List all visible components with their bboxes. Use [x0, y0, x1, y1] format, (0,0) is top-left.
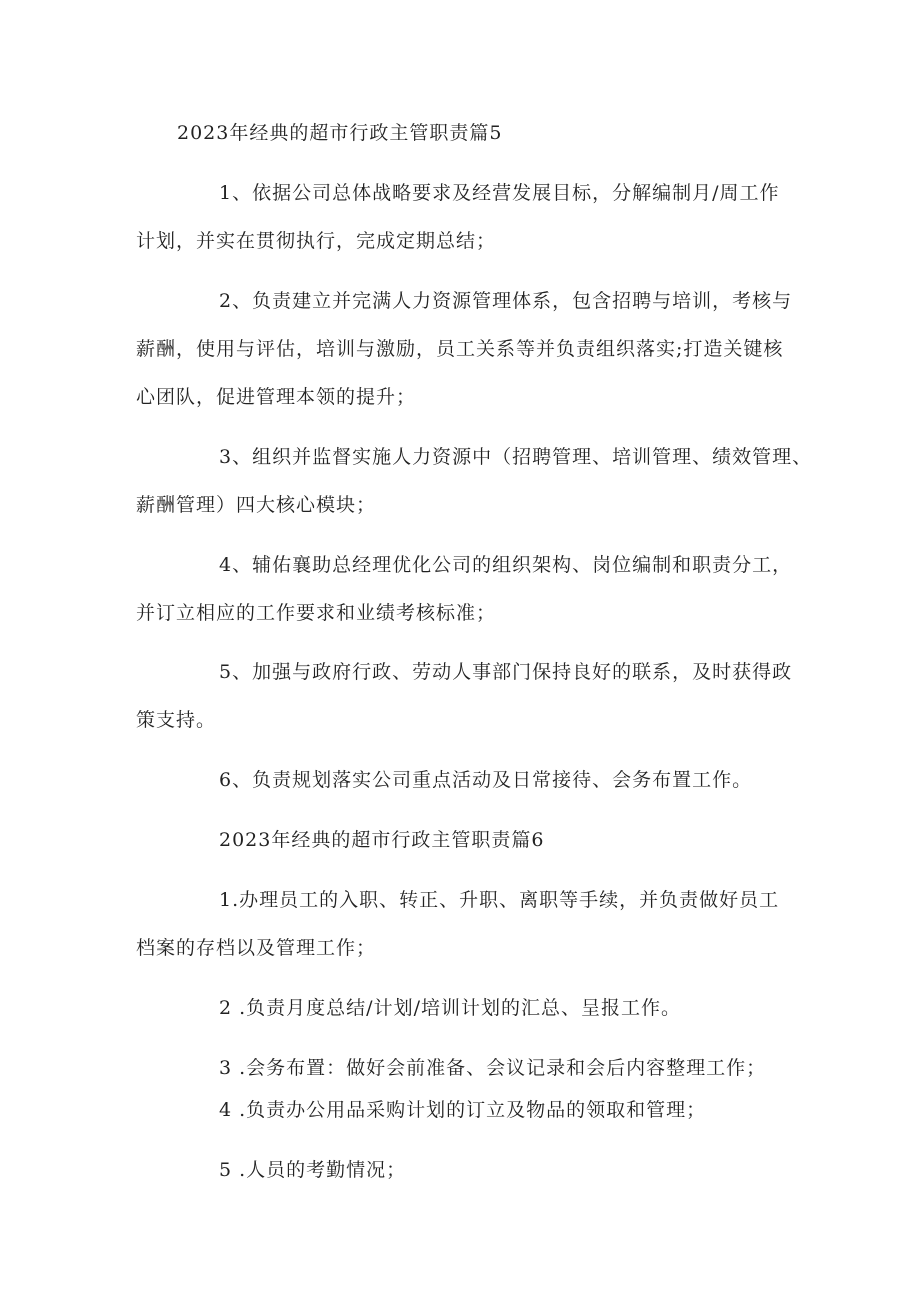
s6-item-4-line-1: 4 .负责办公用品采购计划的订立及物品的领取和管理； [219, 1099, 707, 1121]
s5-item-3-line-1: 3、组织并监督实施人力资源中（招聘管理、培训管理、绩效管理、 [219, 446, 813, 468]
s5-item-2-line-2: 薪酬，使用与评估，培训与激励，员工关系等并负责组织落实;打造关键核 [136, 338, 784, 360]
s5-item-5-line-2: 策支持。 [136, 709, 217, 731]
s5-item-3-line-2: 薪酬管理）四大核心模块； [136, 494, 377, 516]
s5-item-1-line-2: 计划，并实在贯彻执行，完成定期总结； [136, 230, 497, 252]
s6-item-3-line-1: 3 .会务布置：做好会前准备、会议记录和会后内容整理工作； [219, 1057, 767, 1079]
s5-item-1-line-1: 1、依据公司总体战略要求及经营发展目标，分解编制月/周工作 [219, 182, 780, 204]
s6-item-5-line-1: 5 .人员的考勤情况； [219, 1159, 407, 1181]
s6-item-2-line-1: 2 .负责月度总结/计划/培训计划的汇总、呈报工作。 [219, 997, 681, 1019]
s5-item-2-line-3: 心团队，促进管理本领的提升； [136, 386, 417, 408]
s6-item-1-line-2: 档案的存档以及管理工作； [136, 937, 377, 959]
section-6-heading: 2023年经典的超市行政主管职责篇6 [219, 829, 545, 851]
s5-item-4-line-2: 并订立相应的工作要求和业绩考核标准； [136, 602, 497, 624]
s5-item-5-line-1: 5、加强与政府行政、劳动人事部门保持良好的联系，及时获得政 [219, 661, 793, 683]
s5-item-6-line-1: 6、负责规划落实公司重点活动及日常接待、会务布置工作。 [219, 769, 753, 791]
s5-item-2-line-1: 2、负责建立并完满人力资源管理体系，包含招聘与培训，考核与 [219, 290, 793, 312]
s6-item-1-line-1: 1.办理员工的入职、转正、升职、离职等手续，并负责做好员工 [219, 889, 780, 911]
section-5-heading: 2023年经典的超市行政主管职责篇5 [177, 122, 503, 144]
s5-item-4-line-1: 4、辅佑襄助总经理优化公司的组织架构、岗位编制和职责分工， [219, 554, 793, 576]
